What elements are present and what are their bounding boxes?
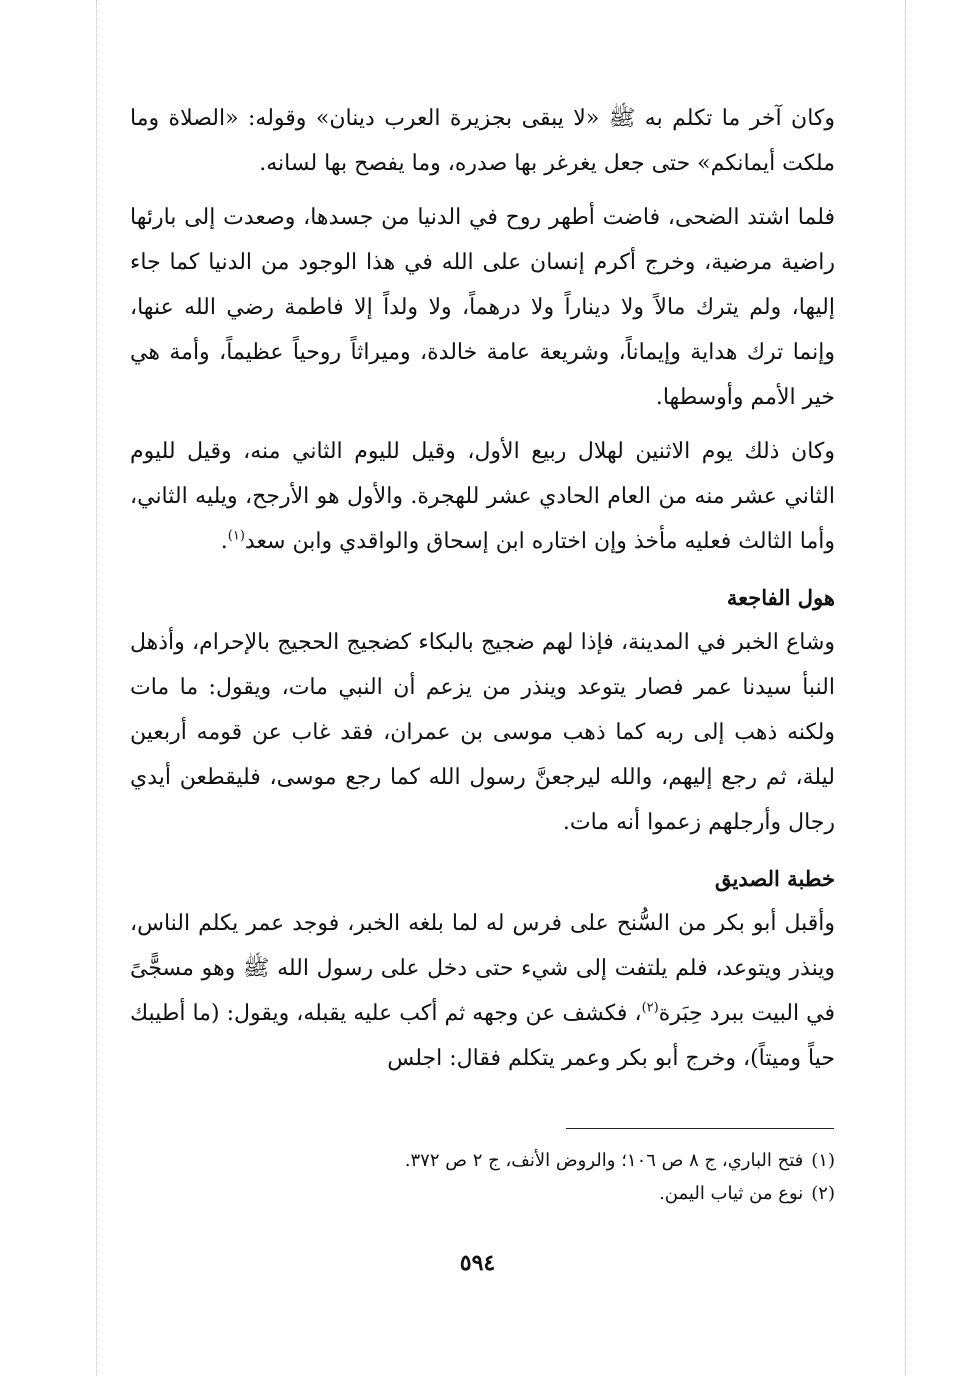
footnote-ref-1[interactable]: (١) [227,528,245,544]
paragraph-date [130,429,835,564]
paragraph-abu-bakr-text: وأقبل أبو بكر من السُّنح على فرس له لما بلغه الخبر، فوجد عمر يكلم الناس، وينذر ويتوعد، فلم يلتفت إلى شيء حتى دخل على رسول الله ﷺ وهو مسجًّىً في البيت ببرد حِبَرة [130,911,835,1026]
page-number: ٥٩٤ [459,1250,496,1276]
paragraph-last-words: وكان آخر ما تكلم به ﷺ «لا يبقى بجزيرة العرب دينان» وقوله: «الصلاة وما ملكت أيمانكم» حتى جعل يغرغر بها صدره، وما يفصح بها لسانه. [130,106,835,176]
footnote-2-number: (٢) [811,1183,835,1204]
footnote-2 [130,1177,835,1210]
paragraph-news-spread: وشاع الخبر في المدينة، فإذا لهم ضجيج بالبكاء كضجيج الحجيج بالإحرام، وأذهل النبأ سيدنا عمر فصار يتوعد وينذر من يزعم أن النبي مات، ويقول: ما مات ولكنه ذهب إلى ربه كما ذهب موسى بن عمران، فقد غاب عن قومه أربعين ليلة، ثم رجع إليهم، والله ليرجعنَّ رسول الله كما رجع موسى، فليقطعن أيدي رجال وأرجلهم زعموا أنه مات. [130,630,835,835]
page-body [130,96,835,1090]
footnotes [130,1144,835,1210]
footnote-2-text: نوع من ثياب اليمن. [659,1183,804,1204]
footnote-1-text: فتح الباري، ج ٨ ص ١٠٦؛ والروض الأنف، ج ٢ ص ٣٧٢. [404,1150,804,1171]
paragraph-abu-bakr [130,901,835,1081]
scan-margin-line-left [96,0,97,1376]
footnote-divider [566,1128,834,1129]
paragraph-death: فلما اشتد الضحى، فاضت أطهر روح في الدنيا من جسدها، وصعدت إلى بارئها راضية مرضية، وخرج أكرم إنسان على الله في هذا الوجود من الدنيا كما جاء إليها، ولم يترك مالاً ولا ديناراً ولا درهماً، ولا ولداً إلا فاطمة رضي الله عنها، وإنما ترك هداية وإيماناً، وشريعة عامة خالدة، وميراثاً روحياً عظيماً، وأمة هي خير الأمم وأوسطها. [130,205,835,410]
footnote-1-number: (١) [811,1150,835,1171]
footnote-ref-2[interactable]: (٢) [641,1000,659,1016]
section-heading-siddiq-speech: خطبة الصديق [715,866,835,891]
paragraph-date-text: وكان ذلك يوم الاثنين لهلال ربيع الأول، وقيل لليوم الثاني منه، وقيل لليوم الثاني عشر منه من العام الحادي عشر للهجرة. والأول هو الأرجح، ويليه الثاني، وأما الثالث فعليه مأخذ وإن اختاره ابن إسحاق والواقدي وابن سعد [130,439,835,554]
paragraph-abu-bakr-continued: ، فكشف عن وجهه ثم أكب عليه يقبله، ويقول: (ما أطيبك حياً وميتاً)، وخرج أبو بكر وعمر يتكلم فقال: اجلس [130,1001,835,1071]
scan-margin-line-right [905,0,906,1376]
paragraph-date-end: . [220,529,228,554]
section-heading-calamity: هول الفاجعة [726,585,835,610]
footnote-1 [130,1144,835,1177]
